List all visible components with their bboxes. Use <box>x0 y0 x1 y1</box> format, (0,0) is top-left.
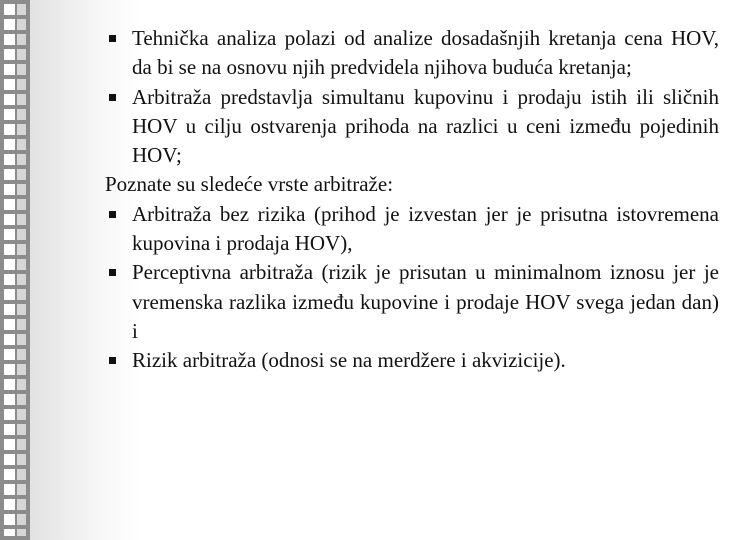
bullet-item-perceptivna-arbitraza <box>105 258 719 346</box>
square-bullet-icon <box>109 357 116 364</box>
bullet-item-rizik-arbitraza <box>105 346 719 375</box>
intro-text: Poznate su sledeće vrste arbitraže: <box>105 172 394 197</box>
bullet-item-arbitraza <box>105 83 719 171</box>
decorative-square-pattern <box>4 4 15 536</box>
bullet-item-text: Perceptivna arbitraža (rizik je prisutan u minimalnom iznosu jer je vremenska razlika između kupovine i prodaje HOV svega jedan dan) i <box>132 260 719 343</box>
decorative-square-pattern-shadow <box>17 4 26 536</box>
bullet-item-text: Tehnička analiza polazi od analize dosadašnjih kretanja cena HOV, da bi se na osnovu njih predvidela njihova buduća kretanja; <box>132 26 719 80</box>
square-bullet-icon <box>109 269 116 276</box>
bullet-item-arbitraza-bez-rizika <box>105 200 719 259</box>
bullet-item-tehnicka-analiza <box>105 24 719 83</box>
bullet-item-text: Rizik arbitraža (odnosi se na merdžere i akvizicije). <box>132 348 566 373</box>
bullet-item-text: Arbitraža bez rizika (prihod je izvestan jer je prisutna istovremena kupovina i prodaja HOV), <box>132 201 719 256</box>
square-bullet-icon <box>109 211 116 218</box>
slide-body <box>105 24 719 376</box>
bullet-item-text: Arbitraža predstavlja simultanu kupovinu i prodaju istih ili sličnih HOV u cilju ostvarenja prihoda na razlici u ceni između pojedinih HOV; <box>132 84 719 168</box>
square-bullet-icon <box>109 94 116 101</box>
square-bullet-icon <box>109 35 116 42</box>
